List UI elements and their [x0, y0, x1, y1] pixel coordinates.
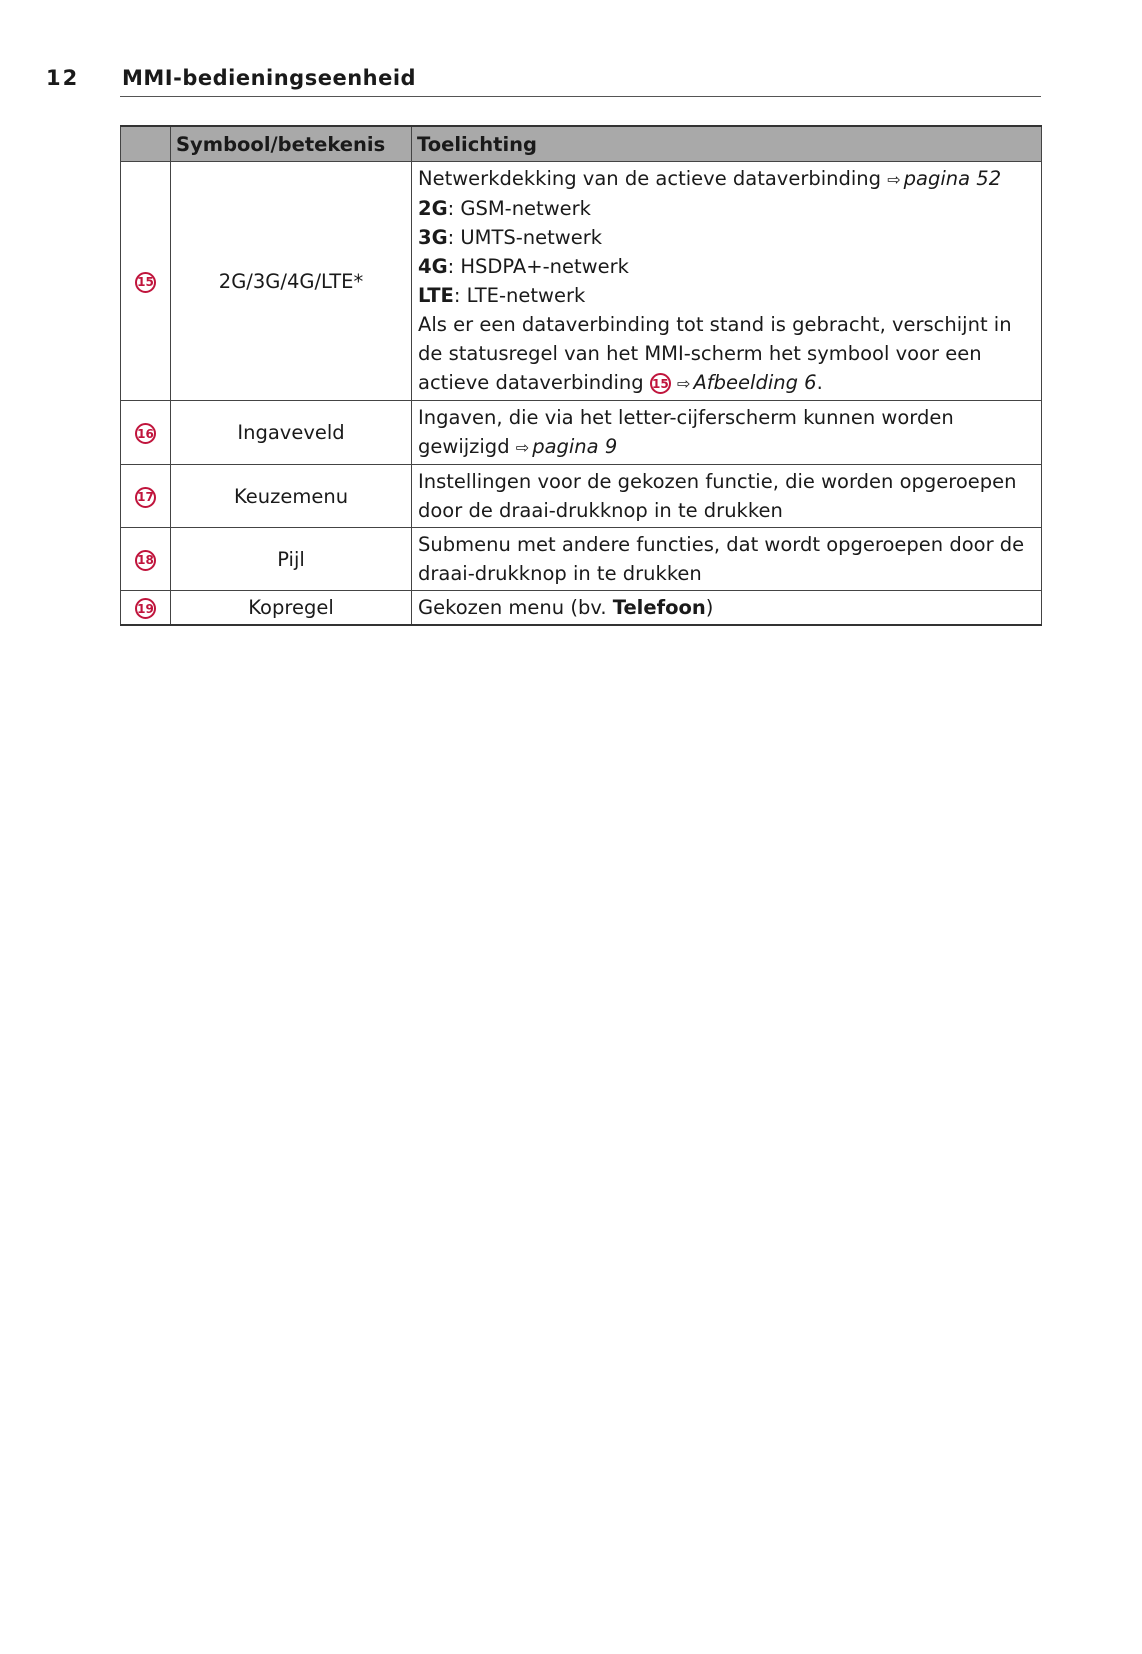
callout-number-icon: 19: [135, 598, 156, 619]
symbol-cell: Keuzemenu: [171, 465, 412, 528]
callout-number-icon: 15: [135, 272, 156, 293]
explanation-cell: Gekozen menu (bv. Telefoon): [412, 591, 1042, 626]
explanation-cell: Submenu met andere functies, dat wordt opgeroepen door de draai-drukknop in te drukken: [412, 528, 1042, 591]
table-header-row: [121, 126, 1042, 162]
callout-number-icon: 15: [650, 373, 671, 394]
page-reference-link[interactable]: ⇨ pagina 52: [887, 167, 1002, 190]
table-row: [121, 591, 1042, 626]
explanation-cell: Instellingen voor de gekozen functie, die worden opgeroepen door de draai-drukknop in te drukken: [412, 465, 1042, 528]
explanation-cell: Netwerkdekking van de actieve dataverbinding ⇨ pagina 52 2G: GSM-netwerk 3G: UMTS-netwerk 4G: HSDPA+-netwerk LTE: LTE-netwerk Als er een dataverbinding tot stand is gebracht, verschijnt in de statusregel van het MMI-scherm het symbool voor een actieve dataverbinding 15 ⇨ Afbeelding 6.: [412, 162, 1042, 401]
column-header-explanation: Toelichting: [412, 126, 1042, 162]
callout-number-icon: 16: [135, 423, 156, 444]
symbol-cell: Kopregel: [171, 591, 412, 626]
table-row: [121, 401, 1042, 465]
table-row: [121, 162, 1042, 401]
callout-number-icon: 18: [135, 550, 156, 571]
symbol-table: [120, 125, 1042, 626]
symbol-cell: Pijl: [171, 528, 412, 591]
header-divider: [120, 96, 1041, 97]
table-row: [121, 465, 1042, 528]
symbol-cell: Ingaveveld: [171, 401, 412, 465]
page-number: 12: [46, 66, 80, 90]
table-row: [121, 528, 1042, 591]
column-header-callout: [121, 126, 171, 162]
column-header-symbol: Symbool/betekenis: [171, 126, 412, 162]
arrow-right-outline-icon: ⇨: [677, 374, 691, 393]
callout-number-icon: 17: [135, 487, 156, 508]
page-header: [46, 62, 1041, 98]
page-reference-link[interactable]: ⇨ pagina 9: [515, 435, 618, 458]
arrow-right-outline-icon: ⇨: [515, 438, 530, 457]
explanation-cell: Ingaven, die via het letter-cijferscherm kunnen worden gewijzigd ⇨ pagina 9: [412, 401, 1042, 465]
symbol-cell: 2G/3G/4G/LTE*: [171, 162, 412, 401]
figure-reference-link[interactable]: ⇨ Afbeelding 6: [677, 371, 817, 394]
section-title: MMI-bedieningseenheid: [122, 66, 417, 90]
arrow-right-outline-icon: ⇨: [887, 170, 901, 189]
